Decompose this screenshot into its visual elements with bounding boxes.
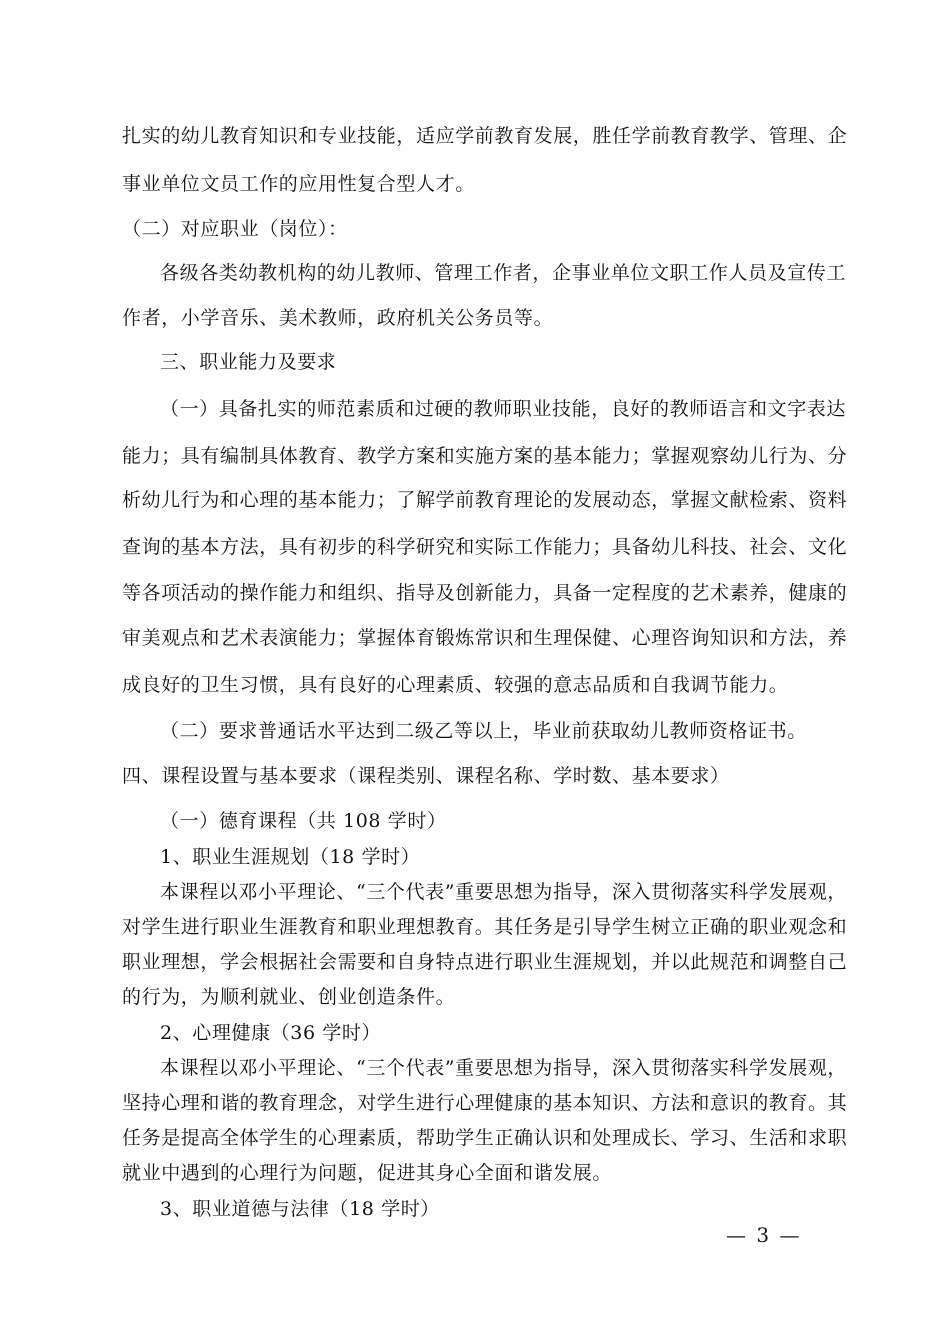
occupation-heading: （二）对应职业（岗位）： (122, 218, 348, 240)
ability-line-2: 能力；具有编制具体教育、教学方案和实施方案的基本能力；掌握观察幼儿行为、分 (122, 445, 848, 467)
course-1-line-2: 对学生进行职业生涯教育和职业理想教育。其任务是引导学生树立正确的职业观念和 (122, 916, 848, 938)
requirement-line: （二）要求普通话水平达到二级乙等以上，毕业前获取幼儿教师资格证书。 (160, 720, 807, 742)
intro-line-1: 扎实的幼儿教育知识和专业技能，适应学前教育发展，胜任学前教育教学、管理、企 (122, 125, 848, 147)
ability-line-3: 析幼儿行为和心理的基本能力；了解学前教育理论的发展动态，掌握文献检索、资料 (122, 489, 848, 511)
ability-line-5: 等各项活动的操作能力和组织、指导及创新能力，具备一定程度的艺术素养，健康的 (122, 582, 848, 604)
occupation-line-1: 各级各类幼教机构的幼儿教师、管理工作者，企事业单位文职工作人员及宣传工 (160, 262, 847, 284)
ability-line-4: 查询的基本方法，具有初步的科学研究和实际工作能力；具备幼儿科技、社会、文化 (122, 536, 848, 558)
section3-heading: 三、职业能力及要求 (160, 351, 337, 373)
occupation-line-2: 作者，小学音乐、美术教师，政府机关公务员等。 (122, 307, 554, 329)
section4-heading: 四、课程设置与基本要求（课程类别、课程名称、学时数、基本要求） (122, 765, 730, 787)
ability-line-1: （一）具备扎实的师范素质和过硬的教师职业技能，良好的教师语言和文字表达 (160, 398, 847, 420)
course-1-line-3: 职业理想，学会根据社会需要和自身特点进行职业生涯规划，并以此规范和调整自己 (122, 951, 848, 973)
course-2-line-4: 就业中遇到的心理行为问题，促进其身心全面和谐发展。 (122, 1162, 613, 1184)
intro-line-2: 事业单位文员工作的应用性复合型人才。 (122, 173, 475, 195)
course-2-line-2: 坚持心理和谐的教育理念，对学生进行心理健康的基本知识、方法和意识的教育。其 (122, 1092, 848, 1114)
course-2-line-3: 任务是提高全体学生的心理素质，帮助学生正确认识和处理成长、学习、生活和求职 (122, 1127, 848, 1149)
course-2-title: 2、心理健康（36 学时） (160, 1022, 382, 1044)
course-1-line-4: 的行为，为顺利就业、创业创造条件。 (122, 986, 456, 1008)
ability-line-7: 成良好的卫生习惯，具有良好的心理素质、较强的意志品质和自我调节能力。 (122, 674, 789, 696)
course-1-title: 1、职业生涯规划（18 学时） (160, 846, 421, 868)
ability-line-6: 审美观点和艺术表演能力；掌握体育锻炼常识和生理保健、心理咨询知识和方法，养 (122, 627, 848, 649)
course-1-line-1: 本课程以邓小平理论、“三个代表”重要思想为指导，深入贯彻落实科学发展观， (160, 881, 848, 903)
page-number: — 3 — (726, 1223, 802, 1247)
course-2-line-1: 本课程以邓小平理论、“三个代表”重要思想为指导，深入贯彻落实科学发展观， (160, 1057, 848, 1079)
course-3-title: 3、职业道德与法律（18 学时） (160, 1198, 440, 1220)
moral-courses-heading: （一）德育课程（共 108 学时） (160, 810, 447, 832)
